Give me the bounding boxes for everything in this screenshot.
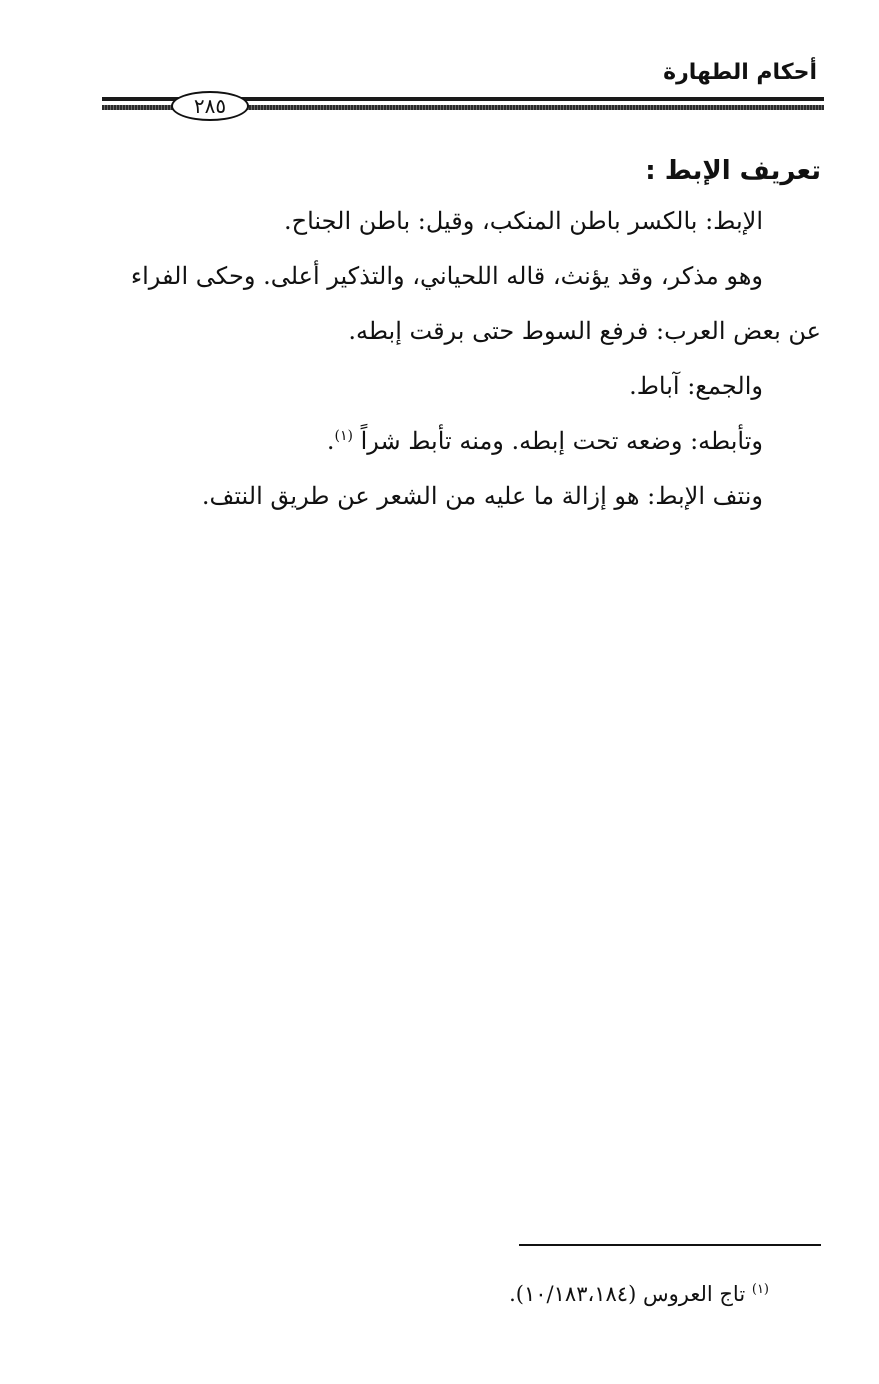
footnote-separator — [519, 1244, 821, 1246]
section-heading: تعريف الإبط : — [645, 156, 821, 186]
main-text — [100, 148, 821, 524]
footnote — [509, 1280, 769, 1308]
paragraph-plural: والجمع: آباط. — [629, 372, 763, 400]
paragraph-gender-line: وهو مذكر، وقد يؤنث، قاله اللحياني، والتذكير أعلى. وحكى الفراء — [130, 262, 763, 290]
taabbatah-text: وتأبطه: وضعه تحت إبطه. ومنه تأبط شراً — [360, 427, 763, 455]
paragraph-definition: الإبط: بالكسر باطن المنكب، وقيل: باطن الجناح. — [284, 207, 763, 235]
paragraph-plucking: ونتف الإبط: هو إزالة ما عليه من الشعر عن طريق النتف. — [201, 482, 763, 510]
footnote-reference: (١) — [334, 428, 353, 444]
taabbatah-end: . — [326, 427, 335, 455]
footnote-marker: (١) — [751, 1282, 769, 1297]
footnote-text: تاج العروس (١٠/١٨٣،١٨٤). — [509, 1282, 746, 1306]
paragraph-taabbatah — [100, 414, 821, 469]
page-number: ٢٨٥ — [171, 91, 249, 121]
running-title: أحكام الطهارة — [663, 60, 817, 85]
paragraph-gender-continued: عن بعض العرب: فرفع السوط حتى برقت إبطه. — [348, 317, 821, 345]
